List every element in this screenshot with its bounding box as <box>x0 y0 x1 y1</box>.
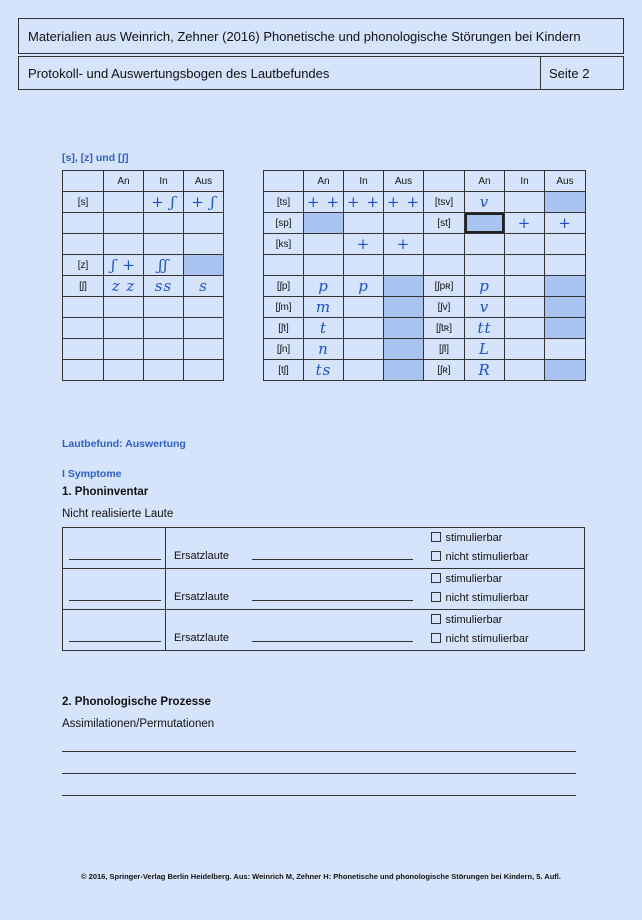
entry-cell[interactable] <box>184 339 224 360</box>
sound-label <box>63 339 104 360</box>
assimilation-label: Assimilationen/Permutationen <box>62 718 215 730</box>
table-header-row <box>63 171 224 192</box>
shaded-cell <box>384 360 424 381</box>
sound-label: [ʃ] <box>63 276 104 297</box>
entry-cell[interactable] <box>505 297 545 318</box>
sound-label <box>63 213 104 234</box>
table-header-row <box>264 171 586 192</box>
entry-cell[interactable]: z z <box>104 276 144 297</box>
sound-label: [ks] <box>264 234 304 255</box>
entry-cell[interactable]: t <box>304 318 344 339</box>
table-row <box>63 339 224 360</box>
entry-cell[interactable]: ts <box>304 360 344 381</box>
column-header: Aus <box>384 171 424 192</box>
shaded-cell <box>545 318 586 339</box>
checkbox[interactable] <box>431 633 441 643</box>
table-row <box>264 192 586 213</box>
sound-label: [ʃt] <box>264 318 304 339</box>
entry-cell[interactable]: v <box>465 192 505 213</box>
entry-cell[interactable] <box>505 276 545 297</box>
sound-label: [tsv] <box>424 192 465 213</box>
entry-cell[interactable] <box>144 213 184 234</box>
table-row <box>264 234 586 255</box>
sound-label <box>63 234 104 255</box>
shaded-cell <box>384 339 424 360</box>
stimulable-option[interactable]: stimulierbar <box>431 529 585 548</box>
phoneme-inventory-table <box>62 527 585 651</box>
column-header: An <box>304 171 344 192</box>
not-realized-label: Nicht realisierte Laute <box>62 508 174 520</box>
header-row <box>18 56 624 90</box>
substitute-label: Ersatzlaute <box>174 632 230 644</box>
table-row <box>63 276 224 297</box>
shaded-cell <box>545 276 586 297</box>
missing-sound-field[interactable] <box>63 610 166 651</box>
entry-cell[interactable]: + + <box>304 192 344 213</box>
entry-cell[interactable] <box>344 339 384 360</box>
checkbox[interactable] <box>431 532 441 542</box>
entry-cell[interactable] <box>545 234 586 255</box>
entry-cell[interactable] <box>104 339 144 360</box>
not-stimulable-option[interactable]: nicht stimulierbar <box>431 589 585 608</box>
table-row <box>63 297 224 318</box>
entry-cell[interactable] <box>144 339 184 360</box>
evaluation-heading: Lautbefund: Auswertung <box>62 438 186 450</box>
column-header: Aus <box>545 171 586 192</box>
shaded-cell <box>545 297 586 318</box>
entry-cell[interactable] <box>344 360 384 381</box>
s-z-sh-table <box>62 170 224 381</box>
copyright-footer: © 2016, Springer-Verlag Berlin Heidelberg. Aus: Weinrich M, Zehner H: Phonetische und phonologische Störungen bei Kindern, 5. Aufl. <box>81 872 561 881</box>
entry-cell[interactable] <box>465 234 505 255</box>
sound-label: [ʃv] <box>424 297 465 318</box>
writing-line[interactable] <box>62 773 576 774</box>
table-row <box>63 192 224 213</box>
table-row <box>63 318 224 339</box>
entry-cell[interactable] <box>304 255 344 276</box>
entry-cell[interactable] <box>104 234 144 255</box>
entry-cell[interactable]: + ʃ <box>184 192 224 213</box>
entry-cell[interactable] <box>104 213 144 234</box>
header-subtitle: Protokoll- und Auswertungsbogen des Lautbefundes <box>19 57 541 89</box>
column-header: Aus <box>184 171 224 192</box>
entry-cell[interactable] <box>505 360 545 381</box>
stimulable-option[interactable]: stimulierbar <box>431 611 585 630</box>
sound-label <box>63 318 104 339</box>
sound-label: [ʃm] <box>264 297 304 318</box>
entry-cell[interactable]: + <box>384 234 424 255</box>
table-row <box>63 234 224 255</box>
table-row <box>264 339 586 360</box>
entry-cell[interactable] <box>505 192 545 213</box>
sound-label <box>63 297 104 318</box>
sound-label: [z] <box>63 255 104 276</box>
entry-cell[interactable] <box>304 234 344 255</box>
entry-cell[interactable] <box>545 255 586 276</box>
entry-cell[interactable]: ʃʃ <box>144 255 184 276</box>
entry-cell[interactable]: v <box>465 297 505 318</box>
symptoms-heading: I Symptome <box>62 468 122 480</box>
sound-label <box>264 255 304 276</box>
inventory-row <box>63 528 585 569</box>
entry-cell[interactable] <box>384 213 424 234</box>
cluster-table <box>263 170 586 381</box>
table-row <box>264 276 586 297</box>
entry-cell[interactable] <box>184 318 224 339</box>
entry-cell[interactable] <box>344 297 384 318</box>
entry-cell[interactable] <box>144 297 184 318</box>
checkbox[interactable] <box>431 573 441 583</box>
entry-cell[interactable]: R <box>465 360 505 381</box>
entry-cell[interactable]: + <box>545 213 586 234</box>
entry-cell[interactable]: ss <box>144 276 184 297</box>
entry-cell[interactable] <box>505 255 545 276</box>
processes-title: 2. Phonologische Prozesse <box>62 696 211 708</box>
sound-label: [ʃtʀ] <box>424 318 465 339</box>
entry-cell[interactable] <box>505 318 545 339</box>
shaded-cell <box>304 213 344 234</box>
entry-cell[interactable] <box>144 360 184 381</box>
entry-cell[interactable]: p <box>304 276 344 297</box>
sound-label: [sp] <box>264 213 304 234</box>
sound-label <box>424 234 465 255</box>
section-s-heading: [s], [z] und [ʃ] <box>62 152 129 164</box>
checkbox[interactable] <box>431 551 441 561</box>
sound-label: [ʃʀ] <box>424 360 465 381</box>
sound-label: [st] <box>424 213 465 234</box>
page-number: Seite 2 <box>549 66 590 81</box>
entry-cell[interactable] <box>505 234 545 255</box>
column-header: In <box>344 171 384 192</box>
entry-cell[interactable]: tt <box>465 318 505 339</box>
entry-cell[interactable] <box>344 255 384 276</box>
inventory-row <box>63 610 585 651</box>
entry-cell[interactable]: + ʃ <box>144 192 184 213</box>
inventory-title: 1. Phoninventar <box>62 486 149 498</box>
sound-label: [ts] <box>264 192 304 213</box>
entry-cell[interactable] <box>384 255 424 276</box>
entry-cell[interactable]: p <box>344 276 384 297</box>
entry-cell[interactable] <box>104 360 144 381</box>
shaded-cell <box>384 276 424 297</box>
entry-cell[interactable] <box>184 234 224 255</box>
entry-cell[interactable]: + <box>344 234 384 255</box>
not-stimulable-option[interactable]: nicht stimulierbar <box>431 548 585 567</box>
shaded-cell <box>545 360 586 381</box>
column-header: In <box>144 171 184 192</box>
substitute-label: Ersatzlaute <box>174 591 230 603</box>
substitute-field[interactable] <box>252 600 413 601</box>
writing-line[interactable] <box>62 795 576 796</box>
sound-label: [ʃl] <box>424 339 465 360</box>
column-header: In <box>505 171 545 192</box>
sound-label: [ʃpʀ] <box>424 276 465 297</box>
shaded-cell <box>384 318 424 339</box>
table-row <box>264 318 586 339</box>
entry-cell[interactable] <box>104 192 144 213</box>
entry-cell[interactable]: + + <box>384 192 424 213</box>
shaded-cell <box>184 255 224 276</box>
entry-cell[interactable] <box>104 297 144 318</box>
table-row <box>63 255 224 276</box>
sound-label: [tʃ] <box>264 360 304 381</box>
entry-cell[interactable]: + <box>505 213 545 234</box>
table-row <box>264 213 586 234</box>
entry-cell[interactable] <box>184 297 224 318</box>
entry-cell[interactable]: s <box>184 276 224 297</box>
entry-cell[interactable]: m <box>304 297 344 318</box>
entry-cell[interactable]: n <box>304 339 344 360</box>
shaded-cell <box>545 192 586 213</box>
column-header: An <box>465 171 505 192</box>
table-row <box>63 360 224 381</box>
substitute-field[interactable] <box>252 559 413 560</box>
inventory-row <box>63 569 585 610</box>
sound-label: [ʃn] <box>264 339 304 360</box>
entry-cell[interactable] <box>545 339 586 360</box>
entry-cell[interactable]: ʃ + <box>104 255 144 276</box>
sound-label: [ʃp] <box>264 276 304 297</box>
stimulable-option[interactable]: stimulierbar <box>431 570 585 589</box>
table-row <box>264 360 586 381</box>
entry-cell[interactable]: p <box>465 276 505 297</box>
selected-cell[interactable] <box>465 213 505 234</box>
column-header: An <box>104 171 144 192</box>
entry-cell[interactable] <box>144 318 184 339</box>
checkbox[interactable] <box>431 614 441 624</box>
shaded-cell <box>384 297 424 318</box>
substitute-field[interactable] <box>252 641 413 642</box>
missing-sound-field[interactable] <box>63 569 166 610</box>
entry-cell[interactable]: L <box>465 339 505 360</box>
writing-line[interactable] <box>62 751 576 752</box>
entry-cell[interactable] <box>465 255 505 276</box>
table-row <box>264 297 586 318</box>
entry-cell[interactable] <box>344 318 384 339</box>
entry-cell[interactable] <box>144 234 184 255</box>
entry-cell[interactable]: + + <box>344 192 384 213</box>
sound-label <box>63 360 104 381</box>
entry-cell[interactable] <box>344 213 384 234</box>
table-row <box>63 213 224 234</box>
entry-cell[interactable] <box>184 213 224 234</box>
entry-cell[interactable] <box>505 339 545 360</box>
missing-sound-field[interactable] <box>63 528 166 569</box>
entry-cell[interactable] <box>184 360 224 381</box>
sound-label: [s] <box>63 192 104 213</box>
entry-cell[interactable] <box>104 318 144 339</box>
checkbox[interactable] <box>431 592 441 602</box>
substitute-label: Ersatzlaute <box>174 550 230 562</box>
table-row <box>264 255 586 276</box>
not-stimulable-option[interactable]: nicht stimulierbar <box>431 630 585 649</box>
header-title: Materialien aus Weinrich, Zehner (2016) Phonetische und phonologische Störungen bei Kindern <box>18 18 624 54</box>
sound-label <box>424 255 465 276</box>
